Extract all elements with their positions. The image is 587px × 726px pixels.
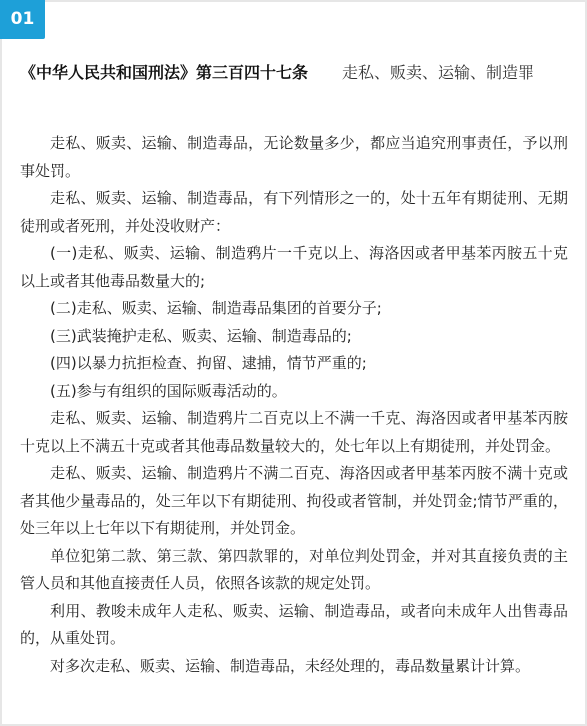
article-title-main: 《中华人民共和国刑法》第三百四十七条: [20, 63, 309, 82]
paragraph: (四)以暴力抗拒检查、拘留、逮捕，情节严重的;: [50, 354, 367, 372]
paragraph: 走私、贩卖、运输、制造毒品，无论数量多少，都应当追究刑事责任，予以刑事处罚。: [20, 134, 568, 180]
paragraph: (一)走私、贩卖、运输、制造鸦片一千克以上、海洛因或者甲基苯丙胺五十克以上或者其他毒品数量大的;: [20, 244, 568, 290]
article-title: [20, 60, 568, 85]
paragraph: 走私、贩卖、运输、制造鸦片二百克以上不满一千克、海洛因或者甲基苯丙胺十克以上不满五十克或者其他毒品数量较大的，处七年以上有期徒刑，并处罚金。: [20, 409, 568, 455]
article-body: [20, 130, 568, 680]
paragraph: 对多次走私、贩卖、运输、制造毒品，未经处理的，毒品数量累计计算。: [50, 656, 531, 675]
paragraph: (二)走私、贩卖、运输、制造毒品集团的首要分子;: [50, 299, 382, 317]
paragraph: (三)武装掩护走私、贩卖、运输、制造毒品的;: [50, 326, 352, 345]
paragraph: 单位犯第二款、第三款、第四款罪的，对单位判处罚金，并对其直接负责的主管人员和其他直接责任人员，依照各该款的规定处罚。: [20, 546, 568, 592]
paragraph: 利用、教唆未成年人走私、贩卖、运输、制造毒品，或者向未成年人出售毒品的，从重处罚。: [20, 601, 568, 647]
article-title-sub: 走私、贩卖、运输、制造罪: [342, 63, 535, 82]
paragraph: 走私、贩卖、运输、制造毒品，有下列情形之一的，处十五年有期徒刑、无期徒刑或者死刑，并处没收财产：: [20, 189, 568, 235]
paragraph: 走私、贩卖、运输、制造鸦片不满二百克、海洛因或者甲基苯丙胺不满十克或者其他少量毒品的，处三年以下有期徒刑、拘役或者管制，并处罚金;情节严重的，处三年以上七年以下有期徒刑，并处罚金。: [20, 464, 568, 537]
paragraph: (五)参与有组织的国际贩毒活动的。: [50, 381, 287, 400]
section-number-badge: 01: [0, 0, 45, 39]
